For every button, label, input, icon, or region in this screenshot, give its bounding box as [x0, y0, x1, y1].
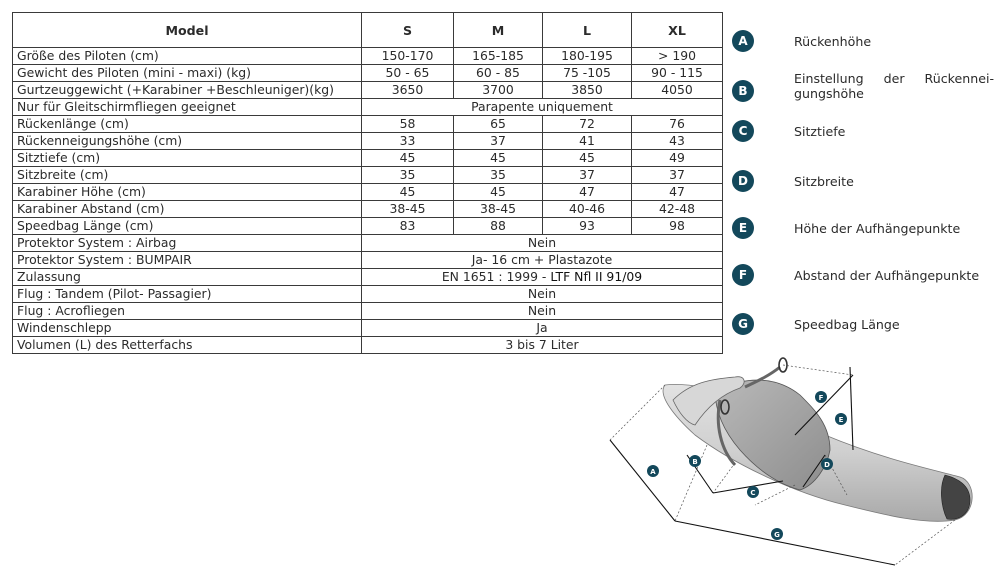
cell-merged: Parapente uniquement: [362, 99, 723, 116]
legend-text: Speedbag Länge: [794, 317, 900, 332]
cell-value: 40-46: [543, 201, 632, 218]
cell-merged: Nein: [362, 286, 723, 303]
header-size-m: M: [454, 13, 543, 48]
cell-value: 88: [454, 218, 543, 235]
cell-value: 43: [632, 133, 723, 150]
table-row: [13, 252, 723, 269]
cell-value: 50 - 65: [362, 65, 454, 82]
cell-value: 38-45: [362, 201, 454, 218]
cell-merged: Ja- 16 cm + Plastazote: [362, 252, 723, 269]
table-row: [13, 303, 723, 320]
legend-text: Sitzbreite: [794, 174, 854, 189]
table-row: [13, 337, 723, 354]
cell-value: 93: [543, 218, 632, 235]
cell-value: 49: [632, 150, 723, 167]
table-row: [13, 133, 723, 150]
cell-value: 42-48: [632, 201, 723, 218]
row-label: Gurtzeuggewicht (+Karabiner +Beschleuniger)(kg): [13, 82, 362, 99]
cell-value: 37: [632, 167, 723, 184]
cell-value: 72: [543, 116, 632, 133]
svg-text:A: A: [650, 468, 656, 476]
cell-merged: Nein: [362, 235, 723, 252]
cell-value: 35: [362, 167, 454, 184]
row-label: Gewicht des Piloten (mini - maxi) (kg): [13, 65, 362, 82]
cell-value: 47: [543, 184, 632, 201]
cell-value: 3700: [454, 82, 543, 99]
svg-text:B: B: [692, 458, 698, 466]
diagram-label-a: [647, 465, 659, 477]
row-label: Rückenlänge (cm): [13, 116, 362, 133]
table-row: [13, 184, 723, 201]
table-row: [13, 201, 723, 218]
badge-c: C: [732, 120, 754, 142]
diagram-label-f: [815, 391, 827, 403]
row-label: Flug : Acrofliegen: [13, 303, 362, 320]
cell-value: 75 -105: [543, 65, 632, 82]
cell-value: 90 - 115: [632, 65, 723, 82]
cell-value: 45: [362, 150, 454, 167]
cell-value: 45: [543, 150, 632, 167]
table-row: [13, 65, 723, 82]
row-label: Sitzbreite (cm): [13, 167, 362, 184]
badge-f: F: [732, 264, 754, 286]
cell-value: 3850: [543, 82, 632, 99]
row-label: Karabiner Abstand (cm): [13, 201, 362, 218]
diagram-label-b: [689, 455, 701, 467]
header-model: Model: [13, 13, 362, 48]
row-label: Protektor System : BUMPAIR: [13, 252, 362, 269]
row-label: Sitztiefe (cm): [13, 150, 362, 167]
table-row: [13, 150, 723, 167]
table-header-row: [13, 13, 723, 48]
row-label: Nur für Gleitschirmfliegen geeignet: [13, 99, 362, 116]
row-label: Zulassung: [13, 269, 362, 286]
cell-value: 45: [454, 184, 543, 201]
cell-value: 98: [632, 218, 723, 235]
diagram-label-e: [835, 413, 847, 425]
cell-value: 76: [632, 116, 723, 133]
row-label: Speedbag Länge (cm): [13, 218, 362, 235]
cell-value: 180-195: [543, 48, 632, 65]
header-size-xl: XL: [632, 13, 723, 48]
diagram-label-g: [771, 528, 783, 540]
legend-text: Abstand der Aufhängepunkte: [794, 268, 980, 283]
svg-text:G: G: [774, 531, 780, 539]
harness-diagram: [595, 355, 995, 567]
row-label: Karabiner Höhe (cm): [13, 184, 362, 201]
legend-text: Sitztiefe: [794, 124, 846, 139]
legend-text: Einstellung der Rückennei-gungshöhe: [794, 71, 994, 101]
spec-table: [12, 12, 723, 354]
cell-value: 3650: [362, 82, 454, 99]
row-label: Größe des Piloten (cm): [13, 48, 362, 65]
certification-standard: EN 1651 : 1999 -: [441, 269, 551, 284]
cell-merged: Ja: [362, 320, 723, 337]
svg-text:D: D: [824, 461, 830, 469]
cell-value: > 190: [632, 48, 723, 65]
cell-value: 58: [362, 116, 454, 133]
cell-value: 37: [543, 167, 632, 184]
cell-value: 65: [454, 116, 543, 133]
diagram-label-d: [821, 458, 833, 470]
table-row: [13, 99, 723, 116]
table-row: [13, 286, 723, 303]
table-row: [13, 167, 723, 184]
row-label: Flug : Tandem (Pilot- Passagier): [13, 286, 362, 303]
cell-value: 38-45: [454, 201, 543, 218]
row-label: Protektor System : Airbag: [13, 235, 362, 252]
header-size-l: L: [543, 13, 632, 48]
table-row: [13, 269, 723, 286]
badge-d: D: [732, 170, 754, 192]
svg-text:E: E: [838, 416, 844, 424]
cell-value: 37: [454, 133, 543, 150]
table-row: [13, 116, 723, 133]
cell-value: 33: [362, 133, 454, 150]
row-label: Rückenneigungshöhe (cm): [13, 133, 362, 150]
badge-g: G: [732, 313, 754, 335]
svg-text:F: F: [818, 394, 824, 402]
table-row: [13, 218, 723, 235]
badge-b: B: [732, 80, 754, 102]
cell-value: 83: [362, 218, 454, 235]
cell-value: 47: [632, 184, 723, 201]
row-label: Windenschlepp: [13, 320, 362, 337]
cell-value: 150-170: [362, 48, 454, 65]
cell-value: 41: [543, 133, 632, 150]
cell-value: 60 - 85: [454, 65, 543, 82]
cell-value: 45: [454, 150, 543, 167]
cell-value: 35: [454, 167, 543, 184]
badge-a: A: [732, 30, 754, 52]
cell-value: 45: [362, 184, 454, 201]
legend-text: Höhe der Aufhängepunkte: [794, 221, 961, 236]
cell-merged: 3 bis 7 Liter: [362, 337, 723, 354]
cell-merged: [362, 269, 723, 286]
table-row: [13, 82, 723, 99]
cell-value: 4050: [632, 82, 723, 99]
row-label: Volumen (L) des Retterfachs: [13, 337, 362, 354]
badge-e: E: [732, 217, 754, 239]
svg-text:C: C: [750, 489, 756, 497]
legend-text: Rückenhöhe: [794, 34, 872, 49]
diagram-label-c: [747, 486, 759, 498]
cell-merged: Nein: [362, 303, 723, 320]
cell-value: 165-185: [454, 48, 543, 65]
table-row: [13, 235, 723, 252]
header-size-s: S: [362, 13, 454, 48]
table-row: [13, 48, 723, 65]
table-row: [13, 320, 723, 337]
certification-ltf: LTF Nfl II 91/09: [550, 269, 643, 284]
